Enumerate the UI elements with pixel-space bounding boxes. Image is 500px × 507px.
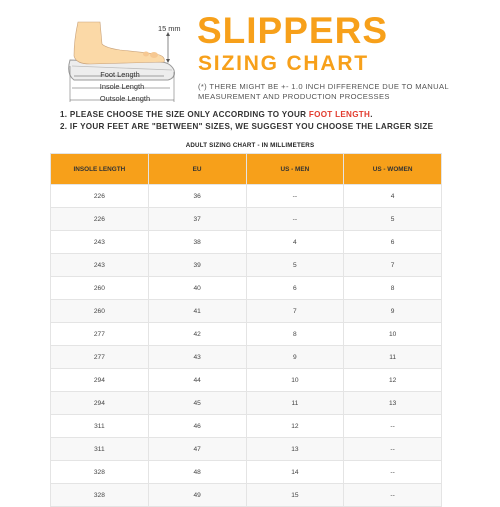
cell-insole-length: 226 xyxy=(51,185,149,208)
insole-length-label: Insole Length xyxy=(99,82,145,91)
cell-us-men: 5 xyxy=(246,254,344,277)
cell-us-men: 6 xyxy=(246,277,344,300)
cell-us-women: -- xyxy=(344,484,442,507)
table-row xyxy=(51,484,442,507)
cell-eu: 41 xyxy=(148,300,246,323)
cell-us-women: 5 xyxy=(344,208,442,231)
cell-eu: 45 xyxy=(148,392,246,415)
cell-eu: 36 xyxy=(148,185,246,208)
cell-eu: 38 xyxy=(148,231,246,254)
cell-eu: 39 xyxy=(148,254,246,277)
cell-insole-length: 294 xyxy=(51,369,149,392)
cell-us-women: 4 xyxy=(344,185,442,208)
page-subtitle: SIZING CHART xyxy=(198,52,369,75)
outsole-length-label: Outsole Length xyxy=(99,94,151,103)
cell-eu: 37 xyxy=(148,208,246,231)
cell-insole-length: 328 xyxy=(51,484,149,507)
cell-eu: 49 xyxy=(148,484,246,507)
table-row xyxy=(51,231,442,254)
instruction-1 xyxy=(60,109,500,121)
cell-us-women: 9 xyxy=(344,300,442,323)
cell-us-women: 8 xyxy=(344,277,442,300)
table-row xyxy=(51,392,442,415)
instruction-2: 2. IF YOUR FEET ARE "BETWEEN" SIZES, WE SUGGEST YOU CHOOSE THE LARGER SIZE xyxy=(60,122,434,131)
cell-insole-length: 226 xyxy=(51,208,149,231)
cell-eu: 42 xyxy=(148,323,246,346)
cell-us-men: 7 xyxy=(246,300,344,323)
cell-us-women: -- xyxy=(344,438,442,461)
cell-us-women: 6 xyxy=(344,231,442,254)
slipper-measurement-diagram xyxy=(60,14,190,106)
cell-eu: 40 xyxy=(148,277,246,300)
dimension-label: 15 mm xyxy=(158,24,181,33)
page-title: SLIPPERS xyxy=(197,10,388,51)
cell-us-men: -- xyxy=(246,185,344,208)
cell-insole-length: 260 xyxy=(51,277,149,300)
col-header-eu: EU xyxy=(148,154,246,185)
col-header-insole-length: INSOLE LENGTH xyxy=(51,154,149,185)
cell-us-women: 10 xyxy=(344,323,442,346)
table-row xyxy=(51,277,442,300)
col-header-us-women: US - WOMEN xyxy=(344,154,442,185)
table-row xyxy=(51,300,442,323)
table-row xyxy=(51,461,442,484)
cell-insole-length: 260 xyxy=(51,300,149,323)
cell-us-women: 12 xyxy=(344,369,442,392)
table-title: ADULT SIZING CHART - IN MILLIMETERS xyxy=(185,142,315,149)
cell-us-women: 7 xyxy=(344,254,442,277)
cell-insole-length: 243 xyxy=(51,231,149,254)
cell-us-women: 11 xyxy=(344,346,442,369)
sizing-table xyxy=(50,153,442,507)
table-header-row xyxy=(51,154,442,185)
cell-eu: 43 xyxy=(148,346,246,369)
table-row xyxy=(51,185,442,208)
cell-us-men: 4 xyxy=(246,231,344,254)
cell-eu: 47 xyxy=(148,438,246,461)
cell-insole-length: 311 xyxy=(51,415,149,438)
cell-eu: 44 xyxy=(148,369,246,392)
table-row xyxy=(51,369,442,392)
table-row xyxy=(51,208,442,231)
cell-us-women: -- xyxy=(344,461,442,484)
cell-eu: 48 xyxy=(148,461,246,484)
cell-insole-length: 243 xyxy=(51,254,149,277)
cell-insole-length: 277 xyxy=(51,323,149,346)
cell-insole-length: 311 xyxy=(51,438,149,461)
cell-us-men: 14 xyxy=(246,461,344,484)
instruction-1-prefix: 1. PLEASE CHOOSE THE SIZE ONLY ACCORDING TO YOUR xyxy=(60,110,309,119)
cell-us-women: 13 xyxy=(344,392,442,415)
table-row xyxy=(51,254,442,277)
cell-insole-length: 294 xyxy=(51,392,149,415)
table-row xyxy=(51,415,442,438)
cell-us-men: 12 xyxy=(246,415,344,438)
cell-us-men: 15 xyxy=(246,484,344,507)
table-row xyxy=(51,438,442,461)
instruction-1-suffix: . xyxy=(370,110,373,119)
instructions xyxy=(60,109,500,133)
table-row xyxy=(51,323,442,346)
instruction-1-highlight: FOOT LENGTH xyxy=(308,110,371,119)
table-row xyxy=(51,346,442,369)
cell-us-men: 10 xyxy=(246,369,344,392)
cell-insole-length: 277 xyxy=(51,346,149,369)
cell-us-men: 9 xyxy=(246,346,344,369)
cell-us-men: 13 xyxy=(246,438,344,461)
col-header-us-men: US - MEN xyxy=(246,154,344,185)
cell-us-men: 11 xyxy=(246,392,344,415)
table-body xyxy=(51,185,442,507)
cell-insole-length: 328 xyxy=(51,461,149,484)
measurement-note: (*) THERE MIGHT BE +- 1.0 INCH DIFFERENCE DUE TO MANUAL MEASUREMENT AND PRODUCTION PROCESSES xyxy=(198,82,449,101)
cell-us-men: -- xyxy=(246,208,344,231)
cell-eu: 46 xyxy=(148,415,246,438)
foot-length-label: Foot Length xyxy=(100,70,140,79)
cell-us-men: 8 xyxy=(246,323,344,346)
cell-us-women: -- xyxy=(344,415,442,438)
